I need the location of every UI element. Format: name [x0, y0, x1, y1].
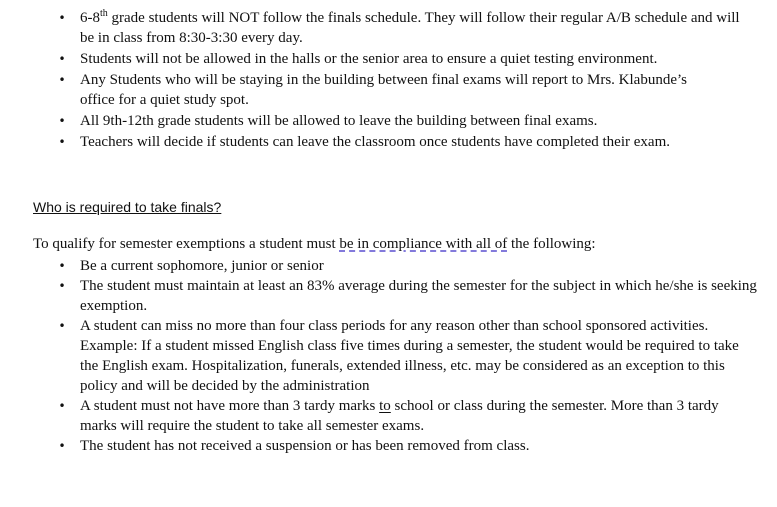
list-item [0, 396, 748, 436]
bullet-icon: • [58, 114, 66, 128]
list-item [0, 276, 777, 316]
list-item-text: Teachers will decide if students can leave the classroom once students have completed their exam. [80, 134, 670, 150]
list-item-text-underlined: to [379, 398, 391, 414]
bullet-icon: • [58, 399, 66, 413]
list-item-text: Be a current sophomore, junior or senior [80, 258, 324, 274]
bullet-icon: • [58, 279, 66, 293]
bullet-icon: • [58, 135, 66, 149]
bullet-icon: • [58, 319, 66, 333]
list-item-text: The student has not received a suspension or has been removed from class. [80, 438, 530, 454]
list-item [0, 436, 777, 456]
bullet-icon: • [58, 73, 66, 87]
bullet-icon: • [58, 259, 66, 273]
intro-text-start: To qualify for semester exemptions a student must [33, 236, 340, 252]
list-item [0, 49, 777, 69]
bullet-icon: • [58, 11, 66, 25]
list-item-grade: 6-8 [80, 10, 100, 26]
list-item [0, 70, 730, 110]
intro-text-flagged: be in compliance with all of [339, 236, 508, 252]
list-item-text: school or class during the semester. More than 3 tardy marks will require the student to take all semester exams. [80, 398, 719, 434]
list-item [0, 8, 758, 48]
list-item [0, 111, 777, 131]
list-item-text: Any Students who will be staying in the building between final exams will report to Mrs. Klabunde’s office for a quiet study spot. [80, 72, 687, 108]
list-item [0, 316, 774, 396]
list-item-grade-suffix: th [100, 8, 108, 19]
list-item-text: All 9th-12th grade students will be allowed to leave the building between final exams. [80, 113, 598, 129]
list-item [0, 132, 777, 152]
section-heading: Who is required to take finals? [33, 199, 222, 215]
exemption-criteria-list [0, 256, 777, 456]
bullet-icon: • [58, 52, 66, 66]
intro-paragraph [33, 234, 773, 254]
bullet-icon: • [58, 439, 66, 453]
list-item-text: A student must not have more than 3 tardy marks [80, 398, 380, 414]
list-item-text: A student can miss no more than four class periods for any reason other than school sponsored activities. Example: If a student missed English class five times during a semester, the student would be required to take the English exam. Hospitalization, funerals, extended illness, etc. may be considered as an exception to this policy and will be decided by the administration [80, 318, 739, 394]
list-item-text: The student must maintain at least an 83% average during the semester for the subject in which he/she is seeking exemption. [80, 278, 757, 314]
list-item [0, 256, 777, 276]
list-item-text: grade students will NOT follow the finals schedule. They will follow their regular A/B schedule and will be in class from 8:30-3:30 every day. [80, 10, 740, 46]
list-item-text: Students will not be allowed in the halls or the senior area to ensure a quiet testing environment. [80, 51, 658, 67]
finals-rules-list [0, 8, 777, 152]
intro-text-end: the following: [507, 236, 596, 252]
